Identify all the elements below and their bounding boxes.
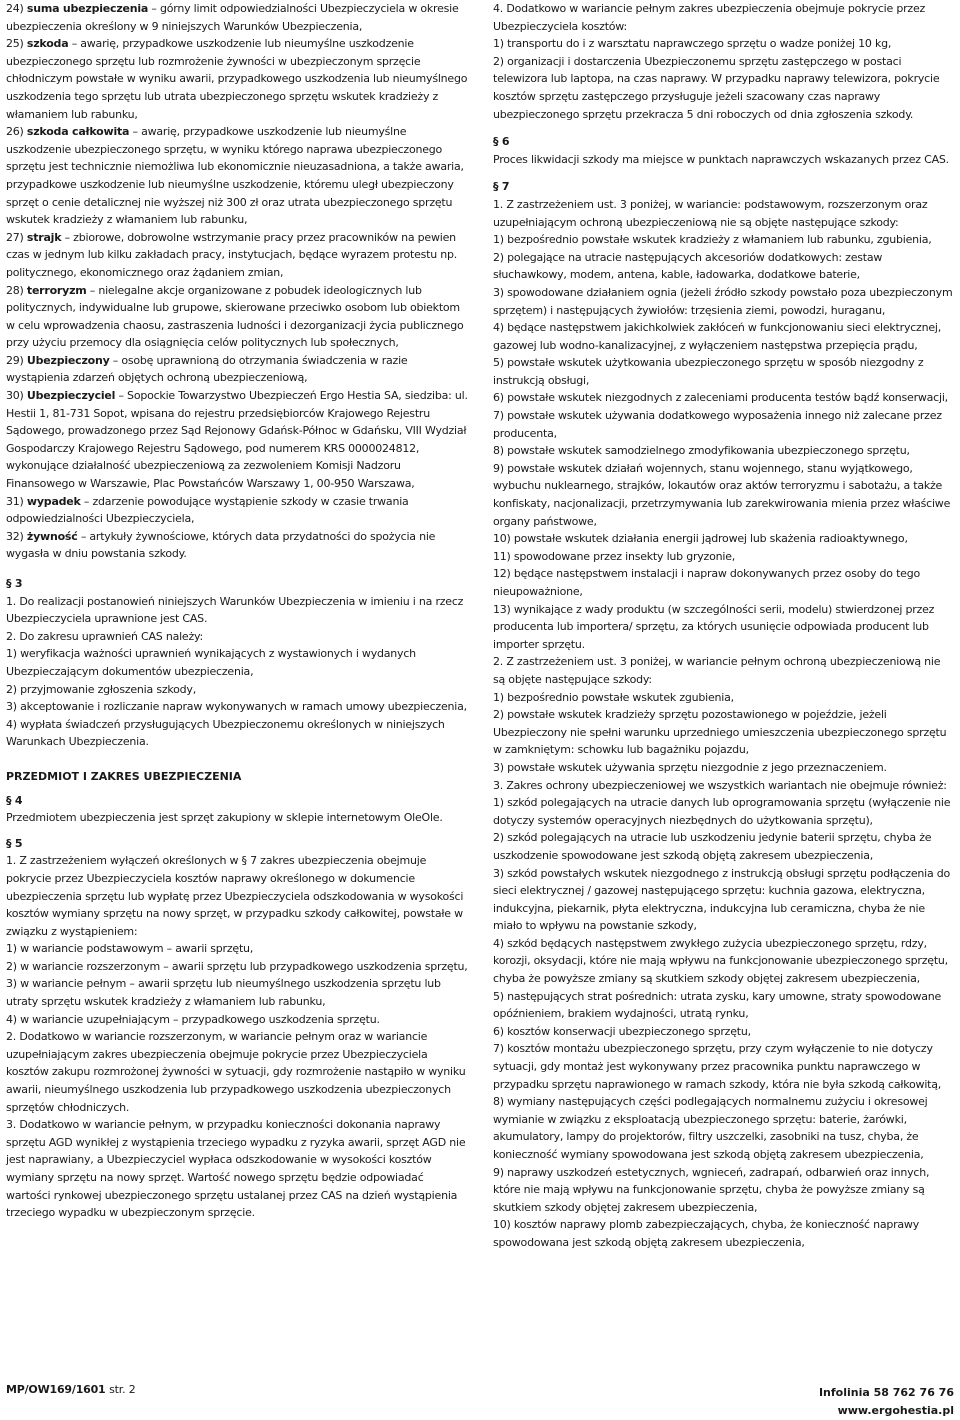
paragraph: 3) akceptowanie i rozliczanie napraw wykonywanych w ramach umowy ubezpieczenia, (6, 700, 467, 714)
definition-term: szkoda całkowita (26, 125, 130, 139)
paragraph: 7) powstałe wskutek używania dodatkowego wyposażenia innego niż zalecane przez producenta, (493, 409, 942, 440)
definition-text: – awarię, przypadkowe uszkodzenie lub nieumyślne uszkodzenie ubezpieczonego sprzętu, w wyniku którego naprawa ubezpieczonego sprzętu jest technicznie niemożliwa lub ekonomicznie nieuzasadniona, a także awaria, przypadkowe uszkodzenie lub nieumyślne uszkodzenie, któremu uległ ubezpieczony sprzęt o cenie detalicznej nie wyższej niż 300 zł oraz utrata ubezpieczonego sprzętu wskutek kradzieży z włamaniem lub rabunku, (6, 125, 464, 227)
definition-number: 29) (6, 353, 27, 367)
paragraph: 5) powstałe wskutek użytkowania ubezpieczonego sprzętu w sposób niezgodny z instrukcją obsługi, (493, 356, 924, 387)
definition-item (6, 0, 470, 35)
paragraph: 3. Zakres ochrony ubezpieczeniowej we wszystkich wariantach nie obejmuje również: (493, 778, 947, 792)
definition-text: – osobę uprawnioną do otrzymania świadczenia w razie wystąpienia zdarzeń objętych ochroną ubezpieczeniową, (6, 353, 408, 385)
paragraph: 2) w wariancie rozszerzonym – awarii sprzętu lub przypadkowego uszkodzenia sprzętu, (6, 959, 468, 973)
definition-text: – górny limit odpowiedzialności Ubezpieczyciela w okresie ubezpieczenia określony w 9 niniejszych Warunków Ubezpieczenia, (6, 2, 459, 33)
paragraph: 11) spowodowane przez insekty lub gryzonie, (493, 549, 736, 563)
website-link[interactable]: www.ergohestia.pl (837, 1404, 954, 1417)
section-4-label: § 4 (6, 793, 23, 807)
infolinia: Infolinia 58 762 76 76 (818, 1386, 954, 1399)
definition-item (6, 528, 470, 563)
definition-item (6, 282, 470, 352)
paragraph: 8) wymiany następujących części podlegających normalnemu zużyciu i okresowej wymianie w związku z eksploatacją ubezpieczonego sprzętu: baterie, żarówki, akumulatory, lampy do projektorów, filtry uszczelki, zasobniki na tusz, chyba, że konieczność wymiany spowodowana jest szkodą objętą zakresem ubezpieczenia, (493, 1095, 928, 1161)
paragraph: 2) polegające na utracie następujących akcesoriów dodatkowych: zestaw słuchawkowy, modem, antena, kable, ładowarka, dodatkowe baterie, (493, 250, 883, 282)
definition-number: 27) (6, 230, 27, 244)
paragraph: 3) powstałe wskutek używania sprzętu niezgodnie z jego przeznaczeniem. (493, 760, 887, 774)
paragraph: 13) wynikające z wady produktu (w szczególności serii, modelu) stwierdzonej przez producenta lub importera/ sprzętu, za których usunięcie odpowiada producent lub importer sprzętu. (493, 602, 935, 651)
definition-number: 30) (6, 389, 27, 403)
definition-term: suma ubezpieczenia (26, 2, 149, 15)
definition-text: – zdarzenie powodujące wystąpienie szkody w czasie trwania odpowiedzialności Ubezpieczyciela, (6, 494, 409, 526)
section-3-label: § 3 (6, 577, 23, 590)
definition-item (6, 35, 470, 123)
paragraph: 1) bezpośrednio powstałe wskutek kradzieży z włamaniem lub rabunku, zgubienia, (493, 233, 932, 247)
paragraph: 12) będące następstwem instalacji i napraw dokonywanych przez osoby do tego nieupoważnione, (493, 567, 921, 598)
definition-item (6, 387, 470, 493)
definitions-list (6, 0, 470, 563)
paragraph: 4) wypłata świadczeń przysługujących Ubezpieczonemu określonych w niniejszych Warunkach Ubezpieczenia. (6, 717, 445, 749)
section-7-label: § 7 (493, 180, 510, 194)
definition-item (6, 229, 470, 282)
section-4-body (6, 809, 470, 827)
paragraph: 4. Dodatkowo w wariancie pełnym zakres ubezpieczenia obejmuje pokrycie przez Ubezpieczyciela kosztów: (493, 2, 926, 33)
footer-doc-code (6, 1383, 136, 1396)
definition-term: wypadek (26, 494, 81, 508)
definition-number: 28) (6, 283, 27, 297)
paragraph: 6) powstałe wskutek niezgodnych z zaleceniami producenta testów bądź konserwacji, (493, 391, 948, 405)
paragraph: 1) transportu do i z warsztatu naprawczego sprzętu o wadze poniżej 10 kg, (493, 37, 892, 51)
definition-term: szkoda (26, 37, 69, 51)
paragraph: 9) naprawy uszkodzeń estetycznych, wgnieceń, zadrapań, odbarwień oraz innych, które nie mają wpływu na funkcjonowanie sprzętu, chyba że powyższe zmiany są skutkiem szkody objętej zakresem ubezpieczenia, (493, 1165, 930, 1214)
section-7-body (493, 196, 954, 1252)
paragraph: 1) szkód polegających na utracie danych lub oprogramowania sprzętu (wyłączenie nie dotyczy systemów operacyjnych niezbędnych do użytkowania sprzętu), (493, 796, 951, 827)
paragraph: 2) szkód polegających na utracie lub uszkodzeniu jedynie baterii sprzętu, chyba że uszkodzenie spowodowane jest szkodą objętą zakresem ubezpieczenia, (493, 831, 932, 862)
definition-item (6, 352, 470, 387)
definition-term: Ubezpieczyciel (26, 389, 116, 403)
right-column (493, 0, 954, 1252)
page-number: str. 2 (109, 1383, 136, 1396)
paragraph: 8) powstałe wskutek samodzielnego zmodyfikowania ubezpieczonego sprzętu, (493, 444, 910, 458)
paragraph: 4) w wariancie uzupełniającym – przypadkowego uszkodzenia sprzętu. (6, 1012, 380, 1026)
paragraph: 6) kosztów konserwacji ubezpieczonego sprzętu, (493, 1024, 751, 1038)
heading-przedmiot: PRZEDMIOT I ZAKRES UBEZPIECZENIA (6, 769, 242, 783)
paragraph: 1) weryfikacja ważności uprawnień wynikających z wystawionych i wydanych Ubezpieczającym dokumentów ubezpieczenia, (6, 647, 416, 678)
paragraph: 3) w wariancie pełnym – awarii sprzętu lub nieumyślnego uszkodzenia sprzętu lub utraty sprzętu wskutek kradzieży z włamaniem lub rabunku, (6, 977, 441, 1009)
definition-item (6, 493, 470, 528)
definition-text: – awarię, przypadkowe uszkodzenie lub nieumyślne uszkodzenie ubezpieczonego sprzętu lub rozmrożenie żywności w ubezpieczonym sprzęcie chłodniczym powstałe w wyniku awarii, przypadkowego uszkodzenia lub nieumyślnego uszkodzenia tego sprzętu lub utrata ubezpieczonego sprzętu wskutek kradzieży z włamaniem lub rabunku, (6, 37, 468, 121)
paragraph: 3) szkód powstałych wskutek niezgodnego z instrukcją obsługi sprzętu podłączenia do sieci elektrycznej / gazowej następującego sprzętu: kuchnia gazowa, elektryczna, indukcyjna, piekarnik, płyta elektryczna, indukcyjna lub ceramiczna, chyba że nie miało to wpływu na powstanie szkody, (493, 866, 951, 933)
paragraph: 1) bezpośrednio powstałe wskutek zgubienia, (493, 690, 734, 704)
definition-term: strajk (26, 230, 62, 244)
section-5-label: § 5 (6, 836, 23, 850)
footer-contact (819, 1384, 954, 1420)
doc-code: MP/OW169/1601 (6, 1383, 106, 1396)
definition-number: 25) (6, 37, 27, 51)
section-6-label: § 6 (493, 135, 510, 149)
paragraph: 4) będące następstwem jakichkolwiek zakłóceń w funkcjonowaniu sieci elektrycznej, gazowej lub wodno-kanalizacyjnej, z wyłączeniem następstwa przepięcia prądu, (493, 321, 942, 352)
paragraph: 10) kosztów naprawy plomb zabezpieczających, chyba, że konieczność naprawy spowodowana jest szkodą objętą zakresem ubezpieczenia, (493, 1218, 920, 1249)
definition-term: Ubezpieczony (26, 353, 110, 367)
paragraph: 7) kosztów montażu ubezpieczonego sprzętu, przy czym wyłączenie to nie dotyczy sytuacji, gdy montaż jest wykonywany przez pracownika punktu naprawczego w przypadku sprzętu naprawionego w ramach szkody, która nie była szkodą całkowitą, (493, 1042, 942, 1091)
paragraph: 2) organizacji i dostarczenia Ubezpieczonemu sprzętu zastępczego w postaci telewizora lub laptopa, na czas naprawy. W przypadku naprawy telewizora, pokrycie kosztów sprzętu zastępczego przysługuje jeżeli szacowany czas naprawy ubezpieczonego sprzętu przekracza 5 dni roboczych od dnia zgłoszenia szkody. (493, 54, 940, 121)
paragraph: 2. Dodatkowo w wariancie rozszerzonym, w wariancie pełnym oraz w wariancie uzupełniającym zakres ubezpieczenia obejmuje pokrycie przez Ubezpieczyciela kosztów zakupu rozmrożonej żywności w sytuacji, gdy rozmrożenie nastąpiło w wyniku awarii, nieumyślnego uszkodzenia lub przypadkowego uszkodzenia ubezpieczonych sprzętów chłodniczych. (6, 1030, 466, 1114)
paragraph: 1. Do realizacji postanowień niniejszych Warunków Ubezpieczenia w imieniu i na rzecz Ubezpieczyciela uprawnione jest CAS. (6, 594, 464, 626)
definition-text: – artykuły żywnościowe, których data przydatności do spożycia nie wygasła w dniu powstania szkody. (6, 529, 436, 561)
definition-item (6, 123, 470, 229)
paragraph: 5) następujących strat pośrednich: utrata zysku, kary umowne, straty spowodowane opóźnieniem, brakiem wydajności, utratą rynku, (493, 989, 942, 1021)
definition-number: 24) (6, 2, 27, 15)
section-5-continued (493, 0, 954, 123)
paragraph: 2. Z zastrzeżeniem ust. 3 poniżej, w wariancie pełnym ochroną ubezpieczeniową nie są objęte następujące szkody: (493, 655, 941, 686)
paragraph: 1. Z zastrzeżeniem ust. 3 poniżej, w wariancie: podstawowym, rozszerzonym oraz uzupełniającym ochroną ubezpieczeniową nie są objęte następujące szkody: (493, 197, 928, 229)
paragraph: 2) przyjmowanie zgłoszenia szkody, (6, 682, 196, 696)
paragraph: 4) szkód będących następstwem zwykłego zużycia ubezpieczonego sprzętu, rdzy, korozji, oksydacji, które nie mają wpływu na funkcjonowanie ubezpieczonego sprzętu, chyba że powyższe zmiany są skutkiem szkody objętej zakresem ubezpieczenia, (493, 936, 948, 986)
paragraph: 10) powstałe wskutek działania energii jądrowej lub skażenia radioaktywnego, (493, 532, 908, 546)
left-column (6, 0, 470, 1222)
paragraph: Przedmiotem ubezpieczenia jest sprzęt zakupiony w sklepie internetowym OleOle. (6, 811, 443, 825)
definition-term: żywność (26, 529, 78, 543)
definition-text: – Sopockie Towarzystwo Ubezpieczeń Ergo Hestia SA, siedziba: ul. Hestii 1, 81-731 Sopot, wpisana do rejestru przedsiębiorców Krajowego Rejestru Sądowego, prowadzonego przez Sąd Rejonowy Gdańsk-Północ w Gdańsku, VIII Wydział Gospodarczy Krajowego Rejestru Sądowego, pod numerem KRS 0000024812, wykonujące działalność ubezpieczeniową za zezwoleniem Komisji Nadzoru Finansowego w Warszawie, Plac Powstańców Warszawy 1, 00-950 Warszawa, (6, 389, 468, 491)
paragraph: 2. Do zakresu uprawnień CAS należy: (6, 629, 204, 643)
definition-number: 32) (6, 529, 27, 543)
definition-text: – zbiorowe, dobrowolne wstrzymanie pracy przez pracowników na pewien czas w jednym lub kilku zakładach pracy, instytucjach, będące wyrazem protestu np. politycznego, ekonomicznego oraz żądaniem zmian, (6, 230, 458, 279)
definition-number: 26) (6, 125, 27, 139)
definition-term: terroryzm (26, 283, 87, 297)
paragraph: 1) w wariancie podstawowym – awarii sprzętu, (6, 942, 254, 956)
section-6-body (493, 151, 954, 169)
paragraph: 3) spowodowane działaniem ognia (jeżeli źródło szkody powstało poza ubezpieczonym sprzętem) i następujących żywiołów: trzęsienia ziemi, powodzi, huraganu, (493, 285, 953, 317)
section-5-body (6, 852, 470, 1221)
paragraph: 9) powstałe wskutek działań wojennych, stanu wojennego, stanu wyjątkowego, wybuchu nuklearnego, strajków, lokautów oraz aktów terroryzmu i sabotażu, a także konfiskaty, nacjonalizacji, przetrzymywania lub zarekwirowania mienia przez właściwe organy państwowe, (493, 461, 951, 528)
definition-number: 31) (6, 494, 27, 508)
section-3-body (6, 593, 470, 751)
definition-text: – nielegalne akcje organizowane z pobudek ideologicznych lub politycznych, indywidualne lub grupowe, skierowane przeciwko osobom lub obiektom w celu wprowadzenia chaosu, zastraszenia ludności i dezorganizacji życia publicznego przy użyciu przemocy dla osiągnięcia celów politycznych lub społecznych, (6, 283, 464, 350)
paragraph: Proces likwidacji szkody ma miejsce w punktach naprawczych wskazanych przez CAS. (493, 152, 949, 166)
paragraph: 1. Z zastrzeżeniem wyłączeń określonych w § 7 zakres ubezpieczenia obejmuje pokrycie przez Ubezpieczyciela kosztów naprawy określonego w dokumencie ubezpieczenia sprzętu lub wypłatę przez Ubezpieczyciela odszkodowania w wysokości kosztów wymiany sprzętu na nowy sprzęt, w przypadku szkody całkowitej, powstałe w związku z wystąpieniem: (6, 854, 464, 938)
paragraph: 3. Dodatkowo w wariancie pełnym, w przypadku konieczności dokonania naprawy sprzętu AGD wynikłej z wystąpienia trzeciego wypadku z ryzyka awarii, sprzęt AGD nie jest naprawiany, a Ubezpieczyciel wypłaca odszkodowanie w wysokości kosztów wymiany sprzętu na nowy sprzęt. Wartość nowego sprzętu będzie odpowiadać wartości rynkowej ubezpieczonego sprzętu ustalanej przez CAS na dzień wystąpienia trzeciego wypadku w ubezpieczonym sprzęcie. (6, 1118, 466, 1220)
paragraph: 2) powstałe wskutek kradzieży sprzętu pozostawionego w pojeździe, jeżeli Ubezpieczony nie spełni warunku uprzedniego umieszczenia ubezpieczonego sprzętu w zamkniętym: schowku lub bagażniku pojazdu, (493, 708, 947, 757)
